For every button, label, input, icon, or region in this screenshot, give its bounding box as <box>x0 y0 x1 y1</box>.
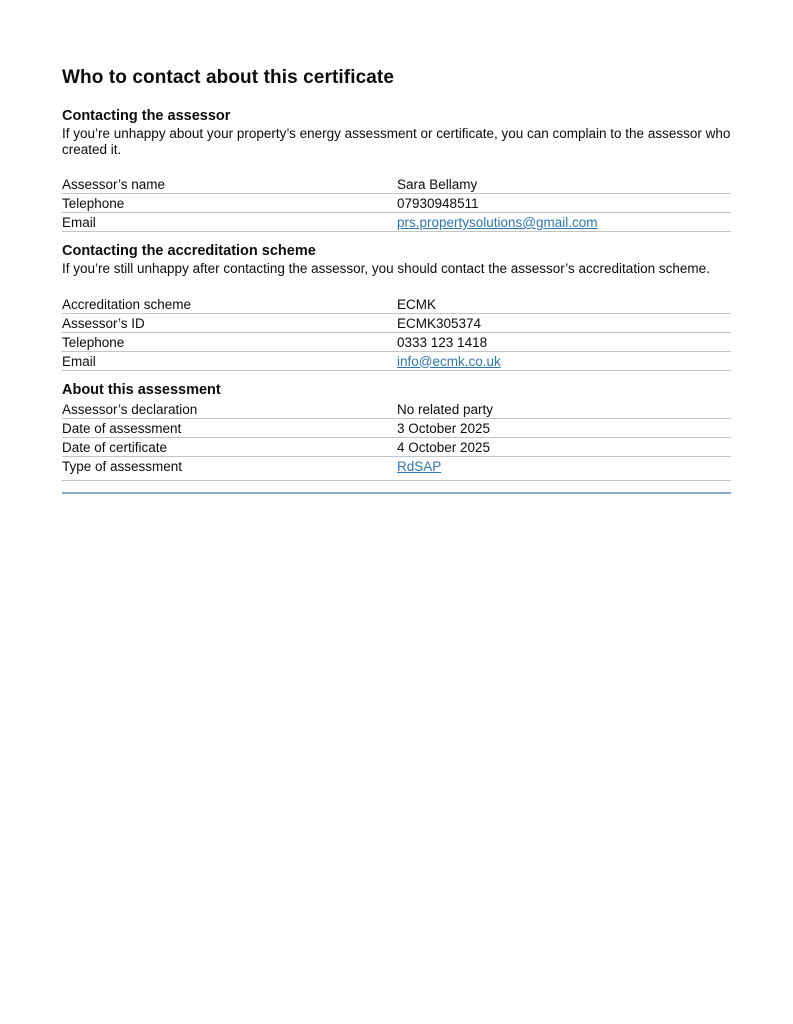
row-value <box>397 459 731 474</box>
row-label: Date of certificate <box>62 439 168 455</box>
table-row <box>62 213 731 232</box>
row-label: Email <box>62 353 96 369</box>
row-label: Type of assessment <box>62 458 183 474</box>
table-row <box>62 175 731 194</box>
row-label: Date of assessment <box>62 420 182 436</box>
table-row <box>62 314 731 333</box>
row-label: Assessor’s name <box>62 177 166 192</box>
table-row <box>62 194 731 213</box>
row-label: Accreditation scheme <box>62 296 192 312</box>
table-row <box>62 295 731 314</box>
section-about-assessment <box>62 382 731 481</box>
table-row <box>62 400 731 419</box>
accreditation-scheme-table <box>62 295 731 371</box>
row-label: Email <box>62 215 96 230</box>
row-label: Assessor’s declaration <box>62 401 198 417</box>
row-value: 3 October 2025 <box>397 420 491 436</box>
page-title: Who to contact about this certificate <box>62 67 394 88</box>
row-value: Sara Bellamy <box>397 177 478 192</box>
section-heading: Contacting the accreditation scheme <box>62 243 316 259</box>
table-row <box>62 333 731 352</box>
row-value <box>397 215 731 230</box>
row-value: 4 October 2025 <box>397 439 491 455</box>
row-label: Telephone <box>62 334 125 350</box>
assessment-type-link[interactable]: RdSAP <box>397 458 442 474</box>
row-label: Assessor’s ID <box>62 315 145 331</box>
table-row <box>62 352 731 371</box>
section-description: If you’re unhappy about your property’s energy assessment or certificate, you can complain to the assessor who created it. <box>62 126 731 157</box>
row-value: No related party <box>397 401 494 417</box>
section-heading: Contacting the assessor <box>62 108 231 124</box>
assessment-details-table <box>62 400 731 481</box>
assessor-email-link[interactable]: prs.propertysolutions@gmail.com <box>397 215 598 230</box>
section-description: If you’re still unhappy after contacting the assessor, you should contact the assessor’s accreditation scheme. <box>62 261 710 276</box>
row-value: ECMK <box>397 296 437 312</box>
row-value <box>397 354 731 369</box>
bottom-divider <box>62 492 731 494</box>
scheme-email-link[interactable]: info@ecmk.co.uk <box>397 353 501 369</box>
section-contacting-assessor <box>62 108 731 232</box>
section-heading: About this assessment <box>62 381 221 398</box>
row-value: 07930948511 <box>397 196 479 211</box>
table-row <box>62 457 731 481</box>
table-row <box>62 419 731 438</box>
row-value: 0333 123 1418 <box>397 334 488 350</box>
table-row <box>62 438 731 457</box>
row-value: ECMK305374 <box>397 315 482 331</box>
row-label: Telephone <box>62 196 125 211</box>
assessor-contact-table <box>62 175 731 232</box>
section-accreditation-scheme <box>62 243 731 371</box>
